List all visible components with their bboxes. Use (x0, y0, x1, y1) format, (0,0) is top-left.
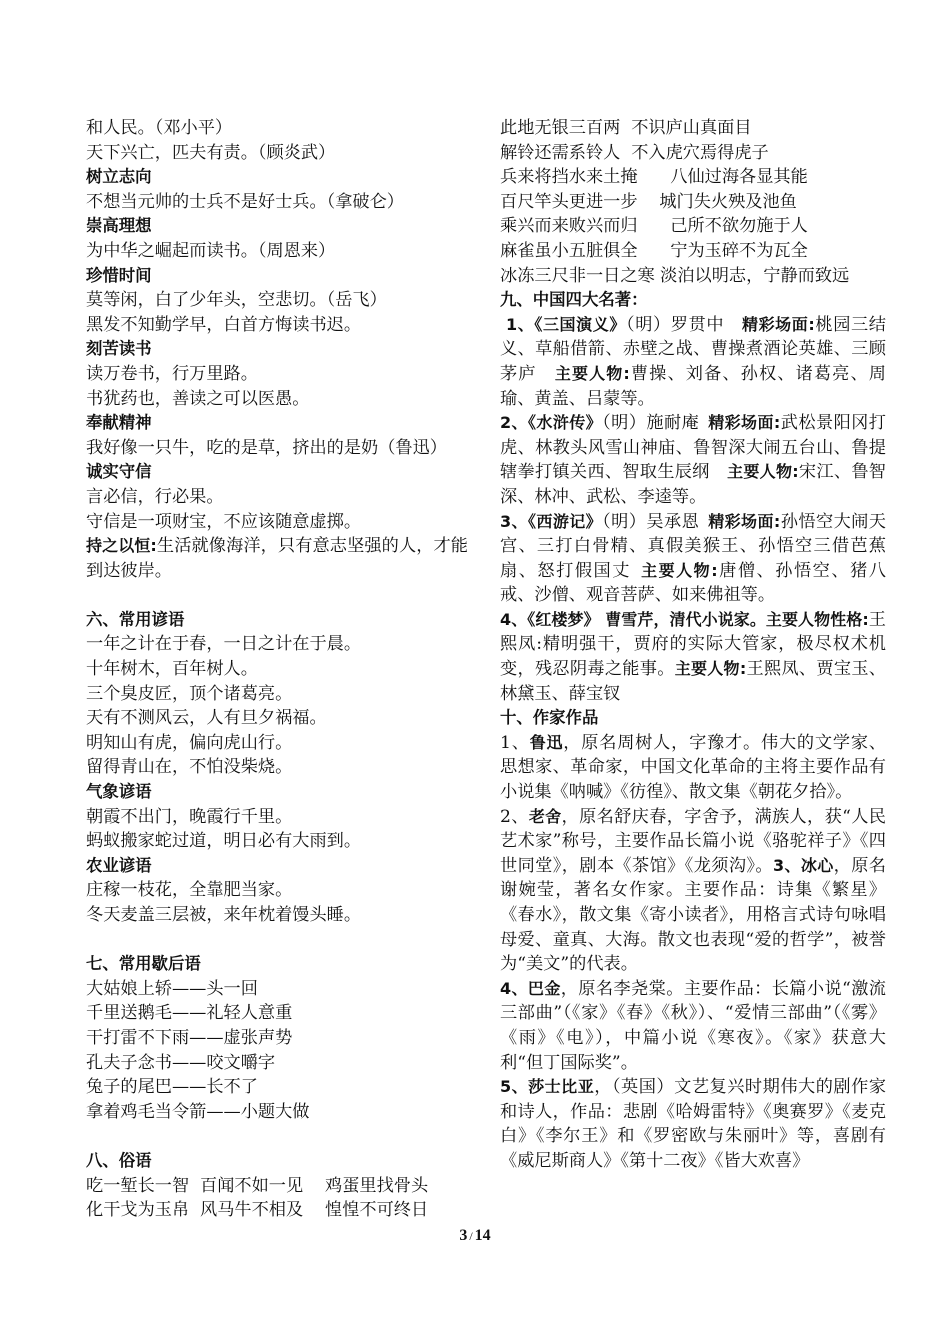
text-line: 化干戈为玉帛 风马牛不相及 惶惶不可终日 (86, 1200, 429, 1221)
subheading-ideal: 崇高理想 (86, 216, 152, 236)
text-line: 孔夫子念书——咬文嚼字 (86, 1052, 276, 1073)
subheading-study: 刻苦读书 (86, 339, 152, 359)
text-line: 拿着鸡毛当令箭——小题大做 (86, 1101, 310, 1122)
text-line: 兵来将挡水来土掩 八仙过海各显其能 (500, 167, 808, 188)
section-heading-sayings: 八、俗语 (86, 1150, 152, 1170)
text-line: 天有不测风云，人有旦夕祸福。 (86, 708, 327, 729)
text-line: 明知山有虎，偏向虎山行。 (86, 732, 293, 753)
text-line: 解铃还需系铃人 不入虎穴焉得虎子 (500, 142, 769, 163)
text-line: 一年之计在于春，一日之计在于晨。 (86, 634, 362, 655)
text-line: 庄稼一枝花，全靠肥当家。 (86, 880, 293, 901)
text-line: 我好像一只牛，吃的是草，挤出的是奶（鲁迅） (86, 437, 447, 458)
text-line: 言必信，行必果。 (86, 486, 224, 507)
text-line: 和人民。（邓小平） (86, 118, 233, 138)
classic-shuihu: 2、《水浒传》（明）施耐庵 精彩场面:武松景阳冈打虎、林教头风雪山神庙、鲁智深大闹五台山、鲁提辖拳打镇关西、智取生辰纲 主要人物:宋江、鲁智深、林冲、武松、李逵等。 (500, 413, 886, 507)
text-line: 留得青山在，不怕没柴烧。 (86, 757, 293, 778)
text-line: 百尺竿头更进一步 城门失火殃及池鱼 (500, 191, 797, 212)
text-line: 吃一堑长一智 百闻不如一见 鸡蛋里找骨头 (86, 1175, 429, 1196)
section-heading-classics: 九、中国四大名著： (500, 290, 648, 310)
text-line: 十年树木，百年树人。 (86, 659, 258, 680)
text-line: 此地无银三百两 不识庐山真面目 (500, 118, 752, 138)
text-line: 乘兴而来败兴而归 己所不欲勿施于人 (500, 216, 808, 237)
subheading-honesty: 诚实守信 (86, 462, 152, 482)
text-line: 天下兴亡，匹夫有责。（顾炎武） (86, 142, 336, 163)
text-line: 不想当元帅的士兵不是好士兵。（拿破仑） (86, 191, 404, 212)
text-line: 黑发不知勤学早，白首方悔读书迟。 (86, 314, 362, 335)
author-luxun: 1、鲁迅，原名周树人，字豫才。伟大的文学家、思想家、革命家，中国文化革命的主将主要作品有小说集《呐喊》《彷徨》、散文集《朝花夕拾》。 (500, 732, 886, 803)
section-heading-authors: 十、作家作品 (500, 708, 599, 728)
text-line: 为中华之崛起而读书。（周恩来） (86, 240, 336, 261)
text-line: 干打雷不下雨——虚张声势 (86, 1027, 293, 1048)
subheading-dedication: 奉献精神 (86, 413, 152, 433)
left-column (86, 116, 468, 1223)
text-line: 守信是一项财宝，不应该随意虚掷。 (86, 511, 362, 532)
text-line: 读万卷书，行万里路。 (86, 363, 258, 384)
classic-honglou: 4、《红楼梦》 曹雪芹，清代小说家。主要人物性格:王熙凤:精明强干，贾府的实际大管家，极尽权术机变，残忍阴毒之能事。主要人物:王熙凤、贾宝玉、林黛玉、薛宝钗 (500, 609, 886, 704)
right-column (500, 116, 886, 1174)
text-paragraph: 冰冻三尺非一日之寒 淡泊以明志，宁静而致远 (500, 265, 850, 286)
classic-xiyou: 3、《西游记》（明）吴承恩 精彩场面:孙悟空大闹天宫、三打白骨精、真假美猴王、孙悟空三借芭蕉扇、怒打假国丈 主要人物:唐僧、孙悟空、猪八戒、沙僧、观音菩萨、如来佛祖等。 (500, 511, 886, 606)
text-line: 麻雀虽小五脏俱全 宁为玉碎不为瓦全 (500, 240, 808, 261)
text-line: 三个臭皮匠，顶个诸葛亮。 (86, 683, 293, 704)
text-line: 大姑娘上轿——头一回 (86, 978, 258, 999)
section-heading-proverbs: 六、常用谚语 (86, 609, 185, 629)
subheading-farming: 农业谚语 (86, 855, 152, 875)
text-paragraph: 持之以恒:生活就像海洋，只有意志坚强的人，才能到达彼岸。 (86, 536, 468, 581)
page-number: 3 / 14 (459, 1227, 491, 1244)
author-laoshe-bingxin: 2、老舍，原名舒庆春，字舍予，满族人，获“人民艺术家”称号，主要作品长篇小说《骆驼祥子》《四世同堂》，剧本《茶馆》《龙须沟》。3、冰心，原名谢婉莹，著名女作家。主要作品：诗集《繁星》《春水》，散文集《寄小读者》，用格言式诗句咏唱母爱、童真、大海。散文也表现“爱的哲学”，被誉为“美文”的代表。 (500, 806, 886, 975)
text-line: 书犹药也，善读之可以医愚。 (86, 388, 310, 409)
text-line: 蚂蚁搬家蛇过道，明日必有大雨到。 (86, 831, 362, 852)
subheading-aspiration: 树立志向 (86, 167, 152, 187)
subheading-weather: 气象谚语 (86, 782, 152, 802)
text-line: 冬天麦盖三层被，来年枕着馒头睡。 (86, 905, 362, 925)
text-line: 千里送鹅毛——礼轻人意重 (86, 1003, 293, 1024)
text-line: 莫等闲，白了少年头，空悲切。（岳飞） (86, 290, 387, 311)
author-shakespeare: 5、莎士比亚，（英国）文艺复兴时期伟大的剧作家和诗人，作品：悲剧《哈姆雷特》《奥赛罗》《麦克白》《李尔王》和《罗密欧与朱丽叶》等，喜剧有《威尼斯商人》《第十二夜》《皆大欢喜》 (500, 1077, 887, 1171)
text-line: 兔子的尾巴——长不了 (86, 1077, 258, 1098)
author-bajin: 4、巴金，原名李尧棠。主要作品：长篇小说“激流三部曲”（《家》《春》《秋》）、“爱情三部曲”（《雾》《雨》《电》），中篇小说《寒夜》。《家》获意大利“但丁国际奖”。 (500, 978, 886, 1073)
classic-sanguo: 1、《三国演义》（明）罗贯中 精彩场面:桃园三结义、草船借箭、赤壁之战、曹操煮酒论英雄、三顾茅庐 主要人物:曹操、刘备、孙权、诸葛亮、周瑜、黄盖、吕蒙等。 (500, 314, 886, 409)
section-heading-xiehouyu: 七、常用歇后语 (86, 954, 201, 974)
text-line: 朝霞不出门，晚霞行千里。 (86, 806, 293, 827)
inline-label-perseverance: 持之以恒: (86, 536, 157, 556)
subheading-time: 珍惜时间 (86, 265, 152, 285)
